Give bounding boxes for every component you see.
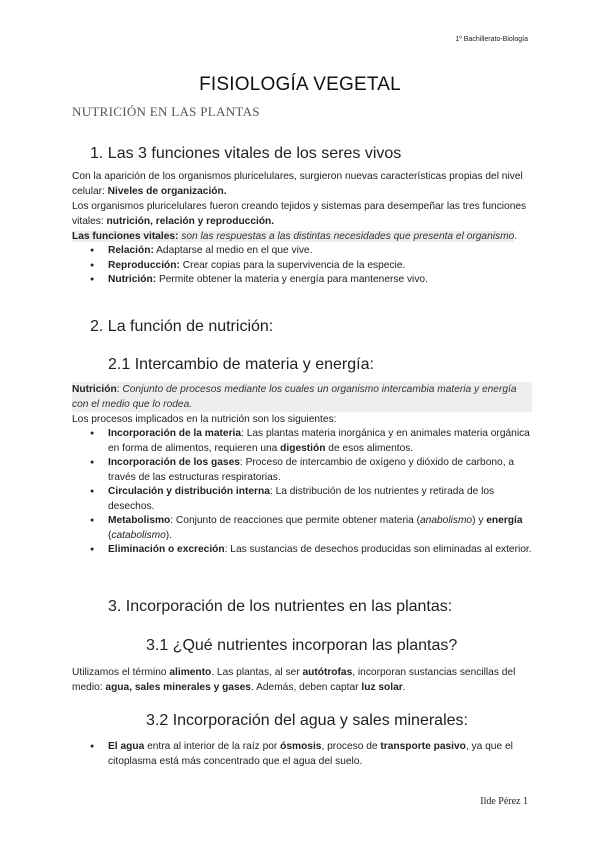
list-item: ● Relación: Adaptarse al medio en el que vive. bbox=[72, 244, 532, 259]
list-item: ● Circulación y distribución interna: La distribución de los nutrientes y retirada de los desechos. bbox=[72, 485, 532, 514]
section-1-paragraph-1: Con la aparición de los organismos pluricelulares, surgieron nuevas características propias del nivel celular: Niveles de organización. bbox=[72, 171, 523, 197]
section-3-2-body bbox=[72, 740, 532, 769]
section-3-2-heading: 3.2 Incorporación del agua y sales minerales: bbox=[146, 712, 468, 729]
page-title: FISIOLOGÍA VEGETAL bbox=[199, 74, 401, 95]
vital-functions-list bbox=[72, 244, 532, 288]
list-item: ● El agua entra al interior de la raíz por ósmosis, proceso de transporte pasivo, ya que el citoplasma está más concentrado que el agua del suelo. bbox=[72, 740, 532, 769]
section-3-1-heading: 3.1 ¿Qué nutrientes incorporan las plantas? bbox=[146, 637, 458, 654]
list-item: ● Incorporación de la materia: Las plantas materia inorgánica y en animales materia orgánica en forma de alimentos, requieren una digestión de esos alimentos. bbox=[72, 427, 532, 456]
list-item: ● Metabolismo: Conjunto de reacciones que permite obtener materia (anabolismo) y energía (catabolismo). bbox=[72, 514, 532, 543]
header-course: 1º Bachillerato-Biología bbox=[455, 36, 528, 43]
section-2-heading: 2. La función de nutrición: bbox=[90, 318, 274, 335]
section-1-body bbox=[72, 169, 532, 288]
section-1-heading: 1. Las 3 funciones vitales de los seres vivos bbox=[90, 145, 402, 162]
section-3-1-paragraph: Utilizamos el término alimento. Las plantas, al ser autótrofas, incorporan sustancias sencillas del medio: agua, sales minerales y gases. Además, deben captar luz solar. bbox=[72, 667, 516, 693]
footer-author-page: Ilde Pérez 1 bbox=[480, 796, 528, 807]
vital-functions-definition: Las funciones vitales: son las respuestas a las distintas necesidades que presenta el organismo. bbox=[72, 231, 518, 242]
nutrition-processes-list bbox=[72, 427, 532, 558]
list-item: ● Eliminación o excreción: Las sustancias de desechos producidas son eliminadas al exterior. bbox=[72, 543, 532, 558]
list-item: ● Incorporación de los gases: Proceso de intercambio de oxígeno y dióxido de carbono, a través de las estructuras respiratorias. bbox=[72, 456, 532, 485]
processes-intro: Los procesos implicados en la nutrición son los siguientes: bbox=[72, 414, 337, 425]
list-item: ● Reproducción: Crear copias para la supervivencia de la especie. bbox=[72, 259, 532, 274]
section-2-1-heading: 2.1 Intercambio de materia y energía: bbox=[108, 356, 374, 373]
nutrition-definition: Nutrición: Conjunto de procesos mediante los cuales un organismo intercambia materia y energía con el medio que lo rodea. bbox=[72, 382, 532, 412]
water-list bbox=[72, 740, 532, 769]
section-2-body bbox=[72, 382, 532, 558]
page-subtitle: NUTRICIÓN EN LAS PLANTAS bbox=[72, 104, 260, 119]
list-item: ● Nutrición: Permite obtener la materia y energía para mantenerse vivo. bbox=[72, 273, 532, 288]
section-3-heading: 3. Incorporación de los nutrientes en las plantas: bbox=[108, 598, 453, 615]
section-1-paragraph-2: Los organismos pluricelulares fueron creando tejidos y sistemas para desempeñar las tres funciones vitales: nutrición, relación y reproducción. bbox=[72, 201, 527, 227]
